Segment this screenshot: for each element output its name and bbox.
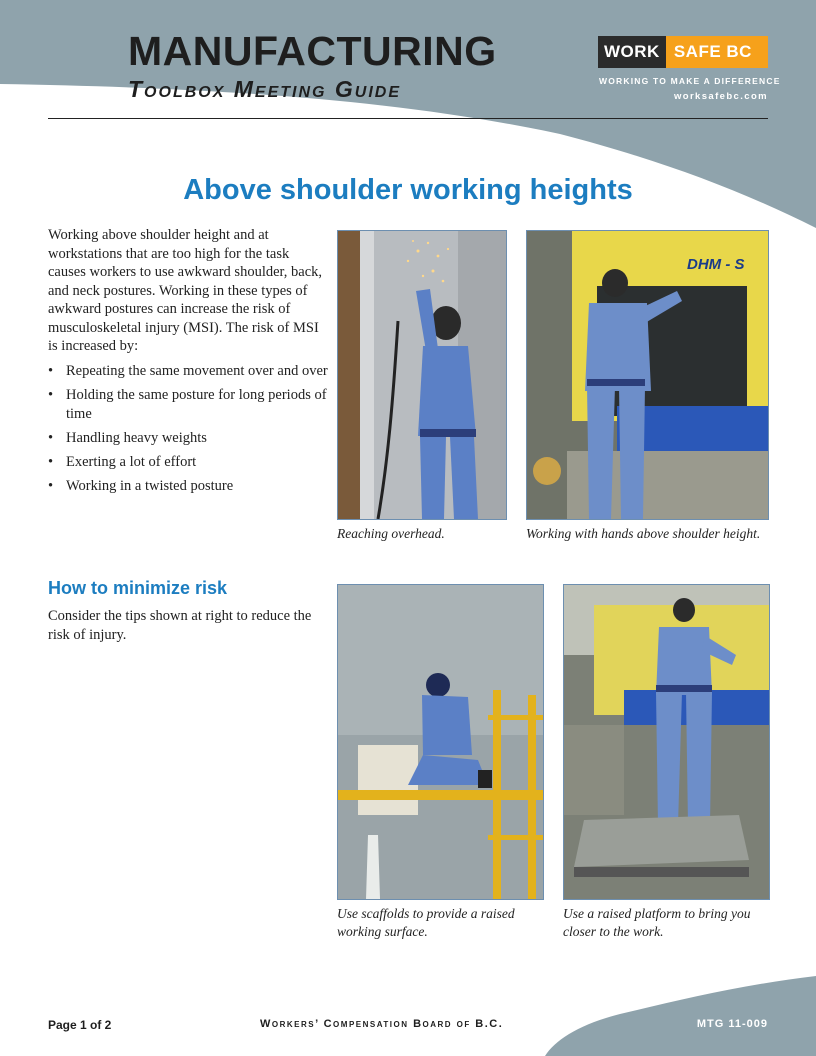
guide-type-subtitle: Toolbox Meeting Guide: [128, 76, 402, 102]
page-title: Above shoulder working heights: [183, 174, 633, 206]
list-item: • Exerting a lot of effort: [48, 453, 328, 472]
photo-caption: Working with hands above shoulder height.: [526, 526, 761, 541]
page-number: Page 1 of 2: [48, 1018, 112, 1032]
photo-raised-platform: [563, 584, 770, 900]
photo-reaching-overhead: [337, 230, 507, 520]
section-paragraph: Consider the tips shown at right to reduce the risk of injury.: [48, 608, 312, 643]
section-heading: How to minimize risk: [48, 578, 228, 598]
photo-hands-above-shoulder: [526, 230, 769, 520]
header-rule: [48, 118, 768, 119]
photo-caption: Reaching overhead.: [337, 526, 445, 541]
list-item: • Repeating the same movement over and over: [48, 362, 328, 381]
board-name: Workers’ Compensation Board of B.C.: [260, 1018, 504, 1030]
worksafebc-logo: [598, 36, 768, 68]
guide-category-title: MANUFACTURING: [128, 28, 497, 74]
document-code: MTG 11-009: [696, 1018, 768, 1030]
photo-caption: Use scaffolds to provide a raised working surface.: [337, 906, 515, 939]
machine-label: DHM - S: [687, 256, 745, 273]
photo-caption: Use a raised platform to bring you closer to the work.: [563, 906, 751, 939]
risk-factor-list: [48, 362, 328, 501]
list-item: • Holding the same posture for long periods of time: [48, 386, 328, 423]
website-link[interactable]: worksafebc.com: [673, 91, 768, 102]
logo-work-text: WORK: [598, 36, 666, 68]
list-item: • Handling heavy weights: [48, 429, 328, 448]
intro-paragraph: Working above shoulder height and at workstations that are too high for the task causes workers to use awkward shoulder, back, and neck postures. Working in these types of awkward postures can increase the risk of musculoskeletal injury (MSI). The risk of MSI is increased by:: [48, 227, 323, 354]
logo-tagline: WORKING TO MAKE A DIFFERENCE: [599, 76, 781, 86]
footer-band: [545, 976, 816, 1056]
logo-safebc-text: SAFE BC: [666, 36, 768, 68]
list-item: • Working in a twisted posture: [48, 477, 328, 496]
photo-scaffold: [337, 584, 544, 900]
